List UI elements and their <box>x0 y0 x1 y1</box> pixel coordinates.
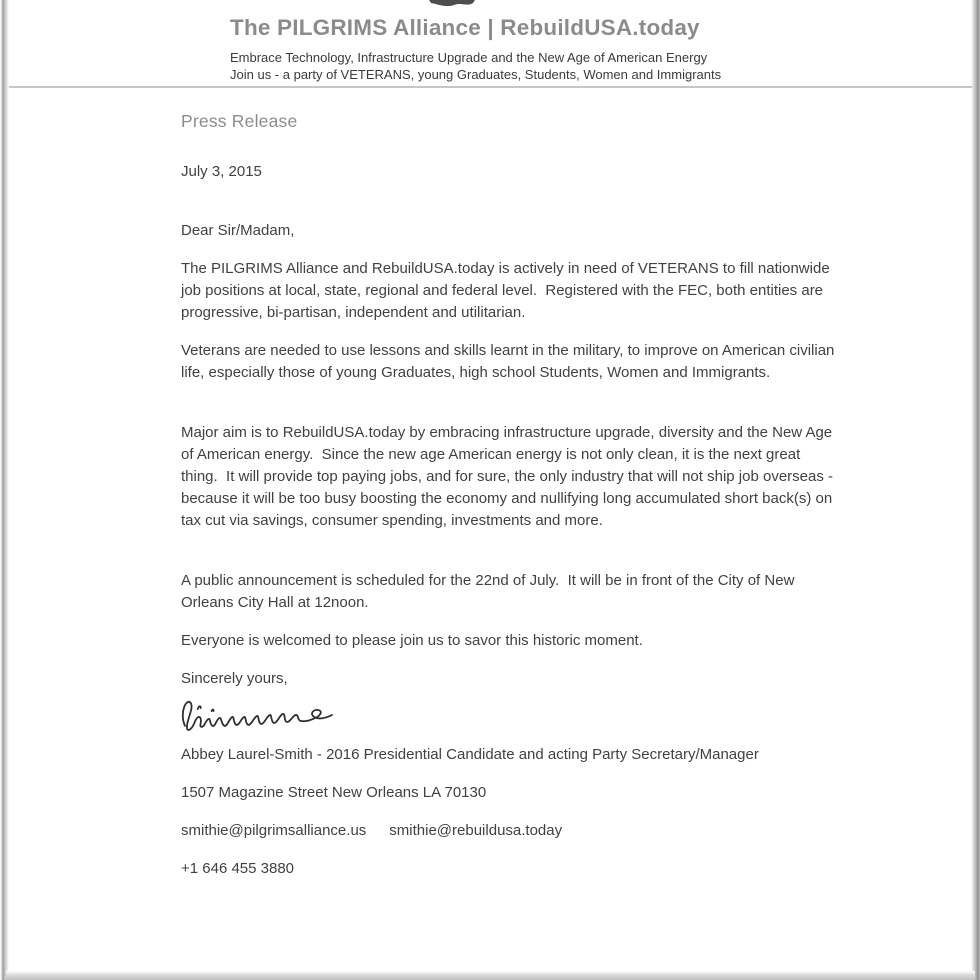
cropped-artifact-mark <box>428 0 476 8</box>
page-edge-left <box>0 0 10 980</box>
email-line <box>181 820 837 842</box>
address-line: 1507 Magazine Street New Orleans LA 70130 <box>181 784 487 801</box>
signature-image <box>178 694 336 736</box>
paragraph-1: The PILGRIMS Alliance and RebuildUSA.today is actively in need of VETERANS to fill nationwide job positions at local, state, regional and federal level. Registered with the FEC, both entities are progressive, bi-partisan, independent and utilitarian. <box>181 260 834 321</box>
masthead-taglines <box>230 49 790 83</box>
page-edge-right <box>971 0 980 980</box>
page-edge-bottom <box>6 971 975 980</box>
email-rebuildusa: smithie@rebuildusa.today <box>389 822 563 839</box>
document-type-heading: Press Release <box>181 111 298 131</box>
salutation: Dear Sir/Madam, <box>181 222 295 239</box>
paragraph-3: Major aim is to RebuildUSA.today by embracing infrastructure upgrade, diversity and the New Age of American energy. Since the new age American energy is not only clean, it is the next great thing. It will provide top paying jobs, and for sure, the only industry that will not ship job overseas - because it will be too busy boosting the economy and nullifying long accumulated short back(s) on tax cut via savings, consumer spending, investments and more. <box>181 424 838 529</box>
signatory-line: Abbey Laurel-Smith - 2016 Presidential Candidate and acting Party Secretary/Manager <box>181 746 759 763</box>
masthead <box>230 14 790 83</box>
organization-title: The PILGRIMS Alliance | RebuildUSA.today <box>230 15 700 40</box>
paragraph-4: A public announcement is scheduled for the 22nd of July. It will be in front of the City of New Orleans City Hall at 12noon. <box>181 572 799 611</box>
closing: Sincerely yours, <box>181 670 288 687</box>
phone-line: +1 646 455 3880 <box>181 860 295 877</box>
email-pilgrimsalliance: smithie@pilgrimsalliance.us <box>181 822 367 839</box>
paragraph-5: Everyone is welcomed to please join us to savor this historic moment. <box>181 632 643 649</box>
masthead-divider <box>9 86 972 88</box>
letter-date: July 3, 2015 <box>181 163 262 180</box>
paragraph-2: Veterans are needed to use lessons and skills learnt in the military, to improve on American civilian life, especially those of young Graduates, high school Students, Women and Immigrants. <box>181 342 839 381</box>
tagline-1: Embrace Technology, Infrastructure Upgrade and the New Age of American Energy <box>230 50 708 65</box>
tagline-2: Join us - a party of VETERANS, young Graduates, Students, Women and Immigrants <box>230 67 722 82</box>
